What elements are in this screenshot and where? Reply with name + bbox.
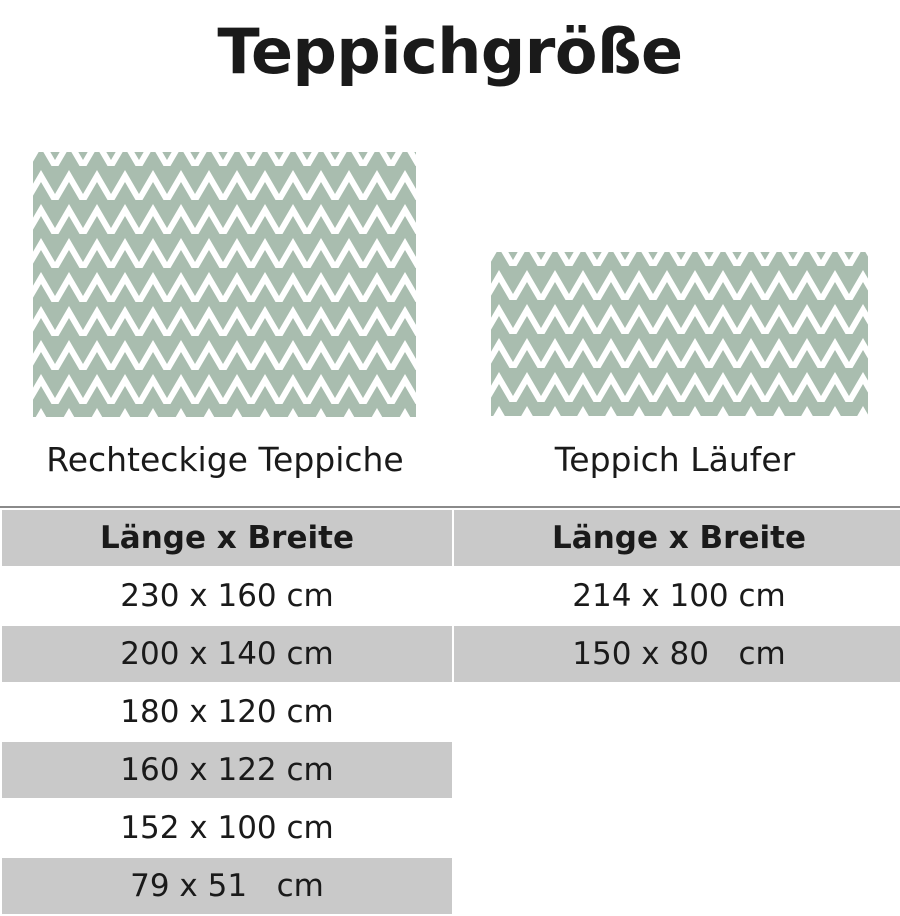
size-cell-runner-empty	[453, 683, 900, 741]
rectangular-rug-swatch	[33, 152, 416, 417]
chevron-pattern-icon	[33, 152, 416, 417]
table-row	[1, 741, 900, 799]
runner-rug-caption: Teppich Läufer	[554, 440, 796, 479]
size-cell-rectangular: 79 x 51 cm	[1, 857, 453, 915]
size-cell-runner-empty	[453, 741, 900, 799]
size-table	[0, 508, 900, 916]
size-cell-runner: 214 x 100 cm	[453, 567, 900, 625]
size-cell-rectangular: 180 x 120 cm	[1, 683, 453, 741]
size-cell-rectangular: 152 x 100 cm	[1, 799, 453, 857]
page-title: Teppichgröße	[217, 15, 683, 88]
size-cell-rectangular: 160 x 122 cm	[1, 741, 453, 799]
size-cell-rectangular: 230 x 160 cm	[1, 567, 453, 625]
rectangular-rug-caption: Rechteckige Teppiche	[46, 440, 404, 479]
table-row	[1, 625, 900, 683]
table-header-row	[1, 509, 900, 567]
table-row	[1, 567, 900, 625]
column-header-runner: Länge x Breite	[453, 509, 900, 567]
table-row	[1, 683, 900, 741]
size-cell-runner-empty	[453, 857, 900, 915]
table-row	[1, 857, 900, 915]
column-header-rectangular: Länge x Breite	[1, 509, 453, 567]
size-cell-runner-empty	[453, 799, 900, 857]
table-row	[1, 799, 900, 857]
chevron-pattern-icon	[491, 252, 868, 416]
runner-rug-swatch	[491, 252, 868, 416]
size-cell-runner: 150 x 80 cm	[453, 625, 900, 683]
size-cell-rectangular: 200 x 140 cm	[1, 625, 453, 683]
